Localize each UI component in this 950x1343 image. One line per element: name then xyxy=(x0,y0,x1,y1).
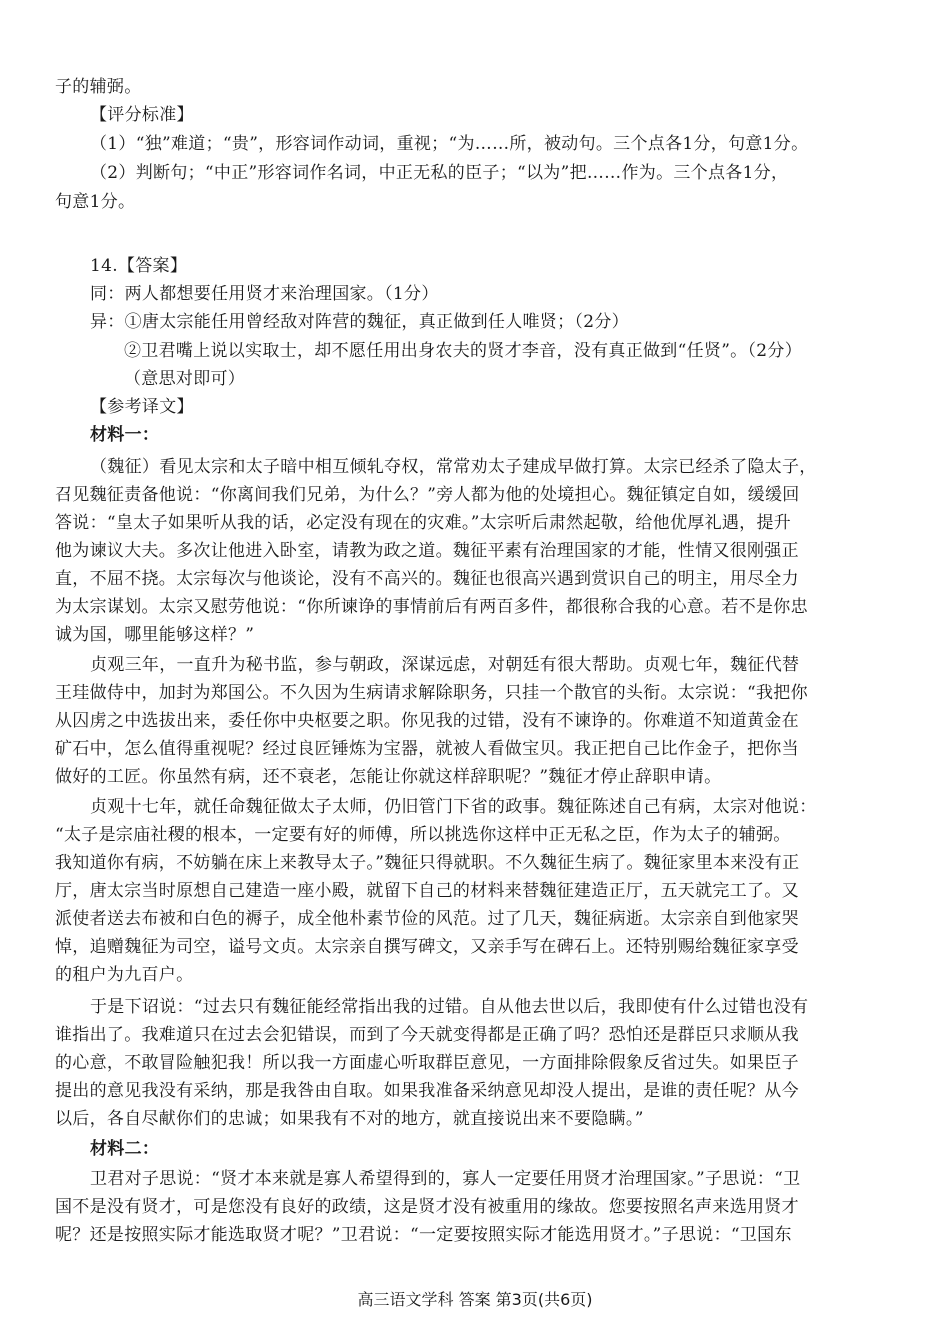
material-1-p1-line: 答说：“皇太子如果听从我的话，必定没有现在的灾难。”太宗听后肃然起敬，给他优厚礼遇，提升 xyxy=(55,513,792,533)
material-1-p1-line: （魏征）看见太宗和太子暗中相互倾轧夺权，常常劝太子建成早做打算。太宗已经杀了隐太子， xyxy=(90,457,817,477)
material-1-p1-line: 他为谏议大夫。多次让他进入卧室，请教为政之道。魏征平素有治理国家的才能，性情又很刚强正 xyxy=(55,541,799,561)
material-1-p3-line: 悼，追赠魏征为司空，谥号文贞。太宗亲自撰写碑文，又亲手写在碑石上。还特别赐给魏征家享受 xyxy=(55,937,799,957)
material-1-p3-line: 厅，唐太宗当时原想自己建造一座小殿，就留下自己的材料来替魏征建造正厅，五天就完工了。又 xyxy=(55,881,799,901)
material-1-p4-line: 提出的意见我没有采纳，那是我咎由自取。如果我准备采纳意见却没人提出，是谁的责任呢？从今 xyxy=(55,1081,799,1101)
material-1-p2-line: 王珪做侍中，加封为郑国公。不久因为生病请求解除职务，只挂一个散官的头衔。太宗说：“我把你 xyxy=(55,683,808,703)
material-1-p2-line: 从囚虏之中选拔出来，委任你中央枢要之职。你见我的过错，没有不谏诤的。你难道不知道黄金在 xyxy=(55,711,799,731)
continuation-line: 子的辅弼。 xyxy=(55,77,142,97)
q14-heading: 14.【答案】 xyxy=(90,256,188,276)
material-1-p4-line: 的心意，不敢冒险触犯我！所以我一方面虚心听取群臣意见，一方面排除假象反省过失。如果臣子 xyxy=(55,1053,799,1073)
material-2-p1-line: 呢？还是按照实际才能选取贤才呢？”卫君说：“一定要按照实际才能选用贤才。”子思说：“卫国东 xyxy=(55,1225,792,1245)
material-2-p1-line: 卫君对子思说：“贤才本来就是寡人希望得到的，寡人一定要任用贤才治理国家。”子思说：“卫 xyxy=(90,1169,801,1189)
material-1-p1-line: 为太宗谋划。太宗又慰劳他说：“你所谏诤的事情前后有两百多件，都很称合我的心意。若不是你忠 xyxy=(55,597,808,617)
material-1-p3-line: 的租户为九百户。 xyxy=(55,965,194,985)
scoring-item-1: （1）“独”难道；“贵”，形容词作动词，重视；“为……所，被动句。三个点各1分，句意1分。 xyxy=(90,134,809,154)
material-1-p4-line: 谁指出了。我难道只在过去会犯错误，而到了今天就变得都是正确了吗？恐怕还是群臣只求顺从我 xyxy=(55,1025,799,1045)
q14-diff-2: ②卫君嘴上说以实取士，却不愿任用出身农夫的贤才李音，没有真正做到“任贤”。（2分） xyxy=(124,341,802,361)
scoring-item-2-cont: 句意1分。 xyxy=(55,192,136,212)
material-1-p1-line: 诚为国，哪里能够这样？” xyxy=(55,625,255,645)
material-2-heading: 材料二： xyxy=(90,1139,160,1159)
material-1-p2-line: 矿石中，怎么值得重视呢？经过良匠锤炼为宝器，就被人看做宝贝。我正把自己比作金子，把你当 xyxy=(55,739,799,759)
material-1-p3-line: 贞观十七年，就任命魏征做太子太师，仍旧管门下省的政事。魏征陈述自己有病，太宗对他说： xyxy=(90,797,817,817)
reference-translation-heading: 【参考译文】 xyxy=(90,397,194,417)
material-1-heading: 材料一： xyxy=(90,425,160,445)
scoring-heading: 【评分标准】 xyxy=(90,105,194,125)
material-1-p4-line: 于是下诏说：“过去只有魏征能经常指出我的过错。自从他去世以后，我即使有什么过错也没有 xyxy=(90,997,809,1017)
material-1-p1-line: 直，不屈不挠。太宗每次与他谈论，没有不高兴的。魏征也很高兴遇到赏识自己的明主，用尽全力 xyxy=(55,569,799,589)
q14-note: （意思对即可） xyxy=(124,369,246,389)
scoring-item-2: （2）判断句；“中正”形容词作名词，中正无私的臣子；“以为”把……作为。三个点各1分， xyxy=(90,163,789,183)
material-1-p3-line: 我知道你有病，不妨躺在床上来教导太子。”魏征只得就职。不久魏征生病了。魏征家里本来没有正 xyxy=(55,853,800,873)
material-1-p1-line: 召见魏征责备他说：“你离间我们兄弟，为什么？”旁人都为他的处境担心。魏征镇定自如，缓缓回 xyxy=(55,485,800,505)
material-1-p4-line: 以后，各自尽献你们的忠诚；如果我有不对的地方，就直接说出来不要隐瞒。” xyxy=(55,1109,644,1129)
q14-same: 同：两人都想要任用贤才来治理国家。（1分） xyxy=(90,284,439,304)
material-2-p1-line: 国不是没有贤才，可是您没有良好的政绩，这是贤才没有被重用的缘故。您要按照名声来选用贤才 xyxy=(55,1197,799,1217)
material-1-p2-line: 贞观三年，一直升为秘书监，参与朝政，深谋远虑，对朝廷有很大帮助。贞观七年，魏征代替 xyxy=(90,655,800,675)
material-1-p2-line: 做好的工匠。你虽然有病，还不衰老，怎能让你就这样辞职呢？”魏征才停止辞职申请。 xyxy=(55,767,722,787)
material-1-p3-line: 派使者送去布被和白色的褥子，成全他朴素节俭的风范。过了几天，魏征病逝。太宗亲自到他家哭 xyxy=(55,909,799,929)
page-footer: 高三语文学科 答案 第3页(共6页) xyxy=(357,1290,593,1309)
material-1-p3-line: “太子是宗庙社稷的根本，一定要有好的师傅，所以挑选你这样中正无私之臣，作为太子的辅弼。 xyxy=(55,825,791,845)
q14-diff-1: 异：①唐太宗能任用曾经敌对阵营的魏征，真正做到任人唯贤；（2分） xyxy=(90,312,629,332)
